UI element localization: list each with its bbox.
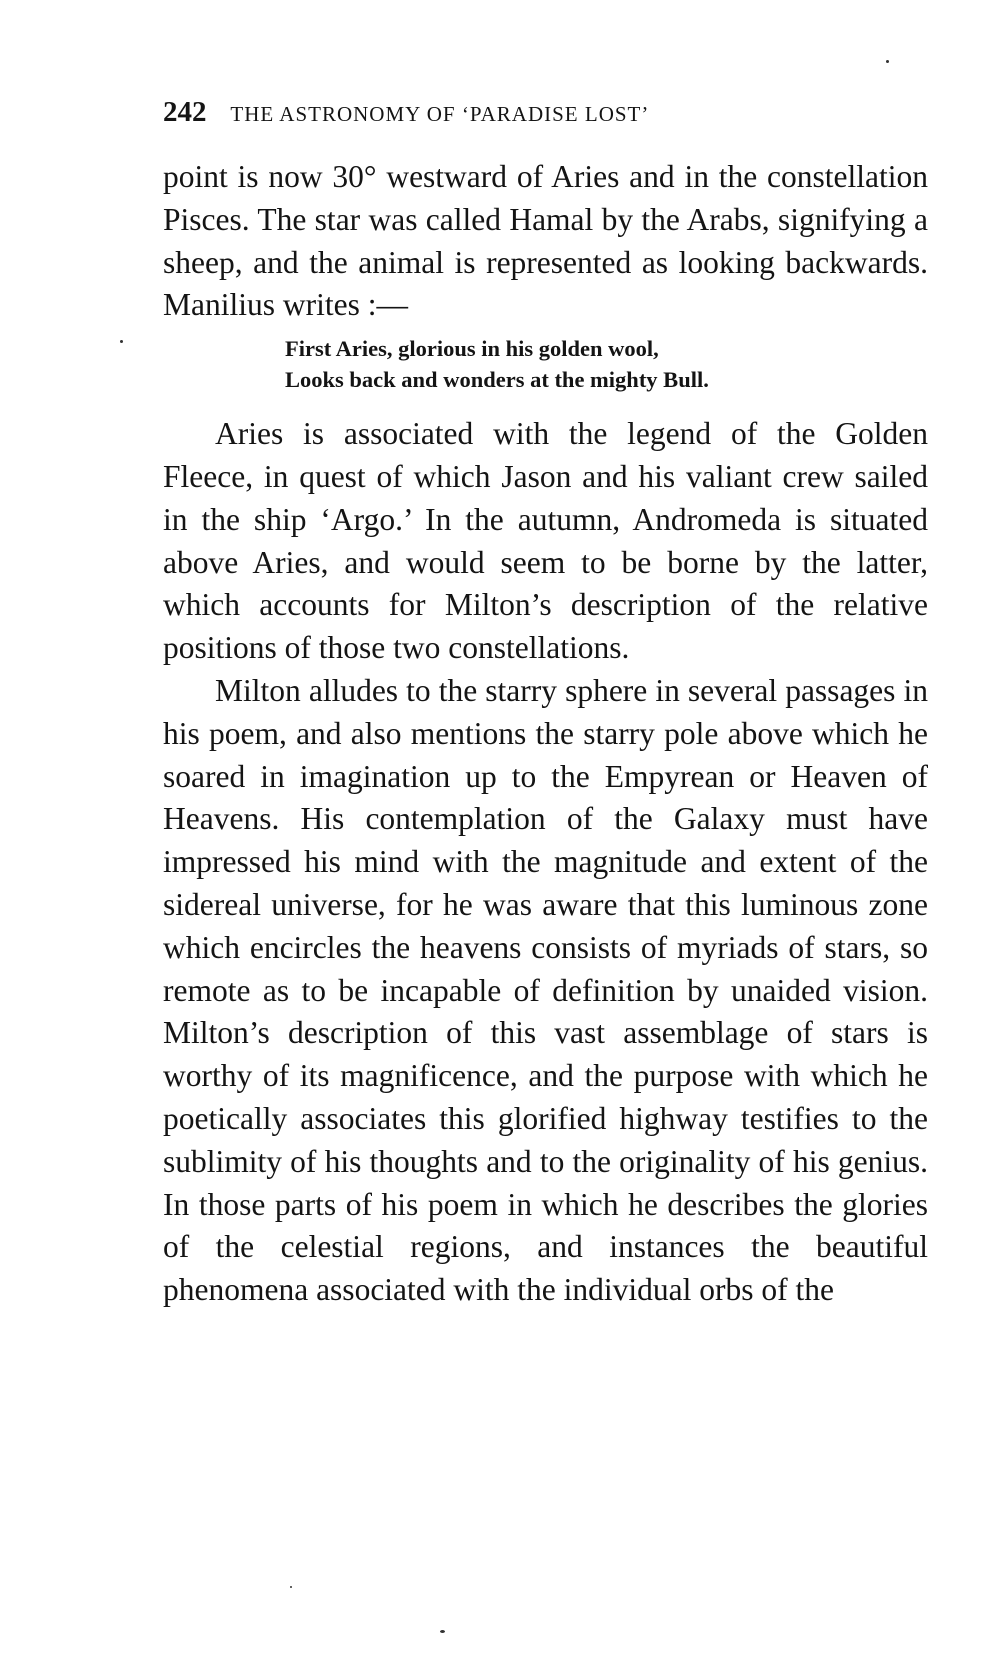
running-title: THE ASTRONOMY OF ‘PARADISE LOST’ (230, 102, 650, 126)
paragraph-3: Milton alludes to the starry sphere in several passages in his poem, and also mentions the starry pole above which he soared in imagination up to the Empyrean or Heaven of Heavens. His contemplation of the Galaxy must have impressed his mind with the magnitude and extent of the sidereal universe, for he was aware that this luminous zone which encircles the heavens consists of myriads of stars, so remote as to be incapable of definition by unaided vision. Milton’s description of this vast assemblage of stars is worthy of its magnificence, and the purpose with which he poetically associates this glorified highway testifies to the sublimity of his thoughts and to the originality of his genius. In those parts of his poem in which he describes the glories of the celestial regions, and instances the beautiful phenomena associated with the individual orbs of the (163, 672, 928, 1308)
verse-line-1: First Aries, glorious in his golden wool, (285, 336, 659, 362)
verse-quotation (285, 333, 928, 395)
verse-line-2: Looks back and wonders at the mighty Bull. (285, 367, 709, 393)
print-speck (886, 60, 889, 63)
print-speck (290, 1586, 292, 1588)
print-speck (440, 1630, 445, 1633)
running-head (163, 96, 923, 136)
print-speck (120, 340, 123, 343)
page-number: 242 (163, 96, 207, 128)
paragraph-1: point is now 30° westward of Aries and in the constellation Pisces. The star was called Hamal by the Arabs, signifying a sheep, and the animal is represented as looking backwards. Manilius writes :— (163, 159, 928, 323)
body-text (163, 156, 928, 1312)
paragraph-2: Aries is associated with the legend of the Golden Fleece, in quest of which Jason and his valiant crew sailed in the ship ‘Argo.’ In the autumn, Andromeda is situated above Aries, and would seem to be borne by the latter, which accounts for Milton’s description of the relative positions of those two constellations. (163, 416, 928, 666)
